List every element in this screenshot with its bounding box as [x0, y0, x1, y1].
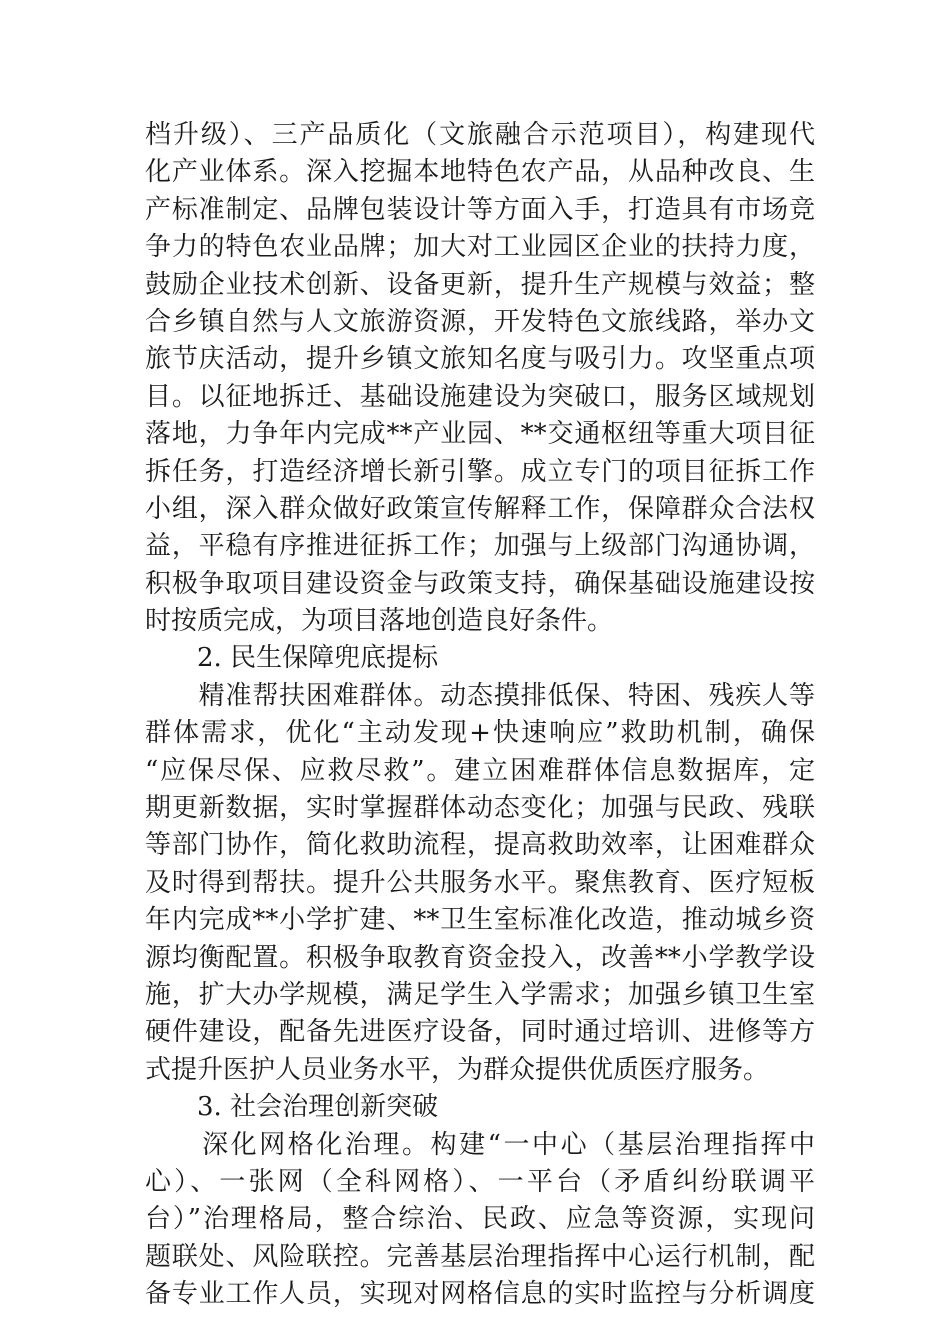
paragraph-line: 档升级）、三产品质化（文旅融合示范项目），构建现代: [145, 120, 815, 150]
paragraph-last-line: 式提升医护人员业务水平，为群众提供优质医疗服务。: [145, 1054, 770, 1085]
paragraph-line: 拆任务，打造经济增长新引擎。成立专门的项目征拆工作: [145, 456, 815, 487]
paragraph-line: 小组，深入群众做好政策宣传解释工作，保障群众合法权: [145, 493, 815, 524]
paragraph-line: 旅节庆活动，提升乡镇文旅知名度与吸引力。攻坚重点项: [145, 344, 815, 375]
paragraph-last-line: 时按质完成，为项目落地创造良好条件。: [145, 606, 614, 637]
paragraph-line: 合乡镇自然与人文旅游资源，开发特色文旅线路，举办文: [145, 306, 815, 337]
paragraph-line: “应保尽保、应救尽救”。建立困难群体信息数据库，定: [145, 755, 815, 786]
paragraph-line: 等部门协作，简化救助流程，提高救助效率，让困难群众: [145, 830, 815, 861]
paragraph-line: 群体需求，优化“主动发现+快速响应”救助机制，确保: [145, 718, 815, 749]
paragraph-line: 心）、一张网（全科网格）、一平台（矛盾纠纷联调平: [145, 1166, 815, 1197]
section-heading: 2. 民生保障兜底提标: [197, 643, 439, 674]
paragraph-line: 争力的特色农业品牌；加大对工业园区企业的扶持力度，: [145, 232, 815, 263]
paragraph-line: 题联处、风险联控。完善基层治理指挥中心运行机制，配: [145, 1241, 815, 1272]
paragraph-line: 化产业体系。深入挖掘本地特色农产品，从品种改良、生: [145, 157, 815, 188]
document-body: [145, 117, 815, 1314]
paragraph-line: 及时得到帮扶。提升公共服务水平。聚焦教育、医疗短板: [145, 867, 815, 898]
paragraph-line: 深化网格化治理。构建“一中心（基层治理指挥中: [145, 1129, 815, 1160]
paragraph-line: 益，平稳有序推进征拆工作；加强与上级部门沟通协调，: [145, 531, 815, 562]
paragraph-line: 备专业工作人员，实现对网格信息的实时监控与分析调度: [145, 1279, 815, 1310]
paragraph-line: 鼓励企业技术创新、设备更新，提升生产规模与效益；整: [145, 269, 815, 300]
paragraph-line: 产标准制定、品牌包装设计等方面入手，打造具有市场竞: [145, 194, 815, 225]
paragraph-line: 年内完成**小学扩建、**卫生室标准化改造，推动城乡资: [145, 905, 815, 936]
paragraph-line: 目。以征地拆迁、基础设施建设为突破口，服务区域规划: [145, 381, 815, 412]
paragraph-line: 落地，力争年内完成**产业园、**交通枢纽等重大项目征: [145, 419, 815, 450]
paragraph-line: 硬件建设，配备先进医疗设备，同时通过培训、进修等方: [145, 1017, 815, 1048]
paragraph-line: 积极争取项目建设资金与政策支持，确保基础设施建设按: [145, 568, 815, 599]
paragraph-line: 精准帮扶困难群体。动态摸排低保、特困、残疾人等: [145, 680, 815, 711]
section-heading: 3. 社会治理创新突破: [197, 1092, 439, 1123]
paragraph-line: 源均衡配置。积极争取教育资金投入，改善**小学教学设: [145, 942, 815, 973]
paragraph-line: 台）”治理格局，整合综治、民政、应急等资源，实现问: [145, 1204, 815, 1235]
paragraph-line: 施，扩大办学规模，满足学生入学需求；加强乡镇卫生室: [145, 979, 815, 1010]
paragraph-line: 期更新数据，实时掌握群体动态变化；加强与民政、残联: [145, 793, 815, 824]
